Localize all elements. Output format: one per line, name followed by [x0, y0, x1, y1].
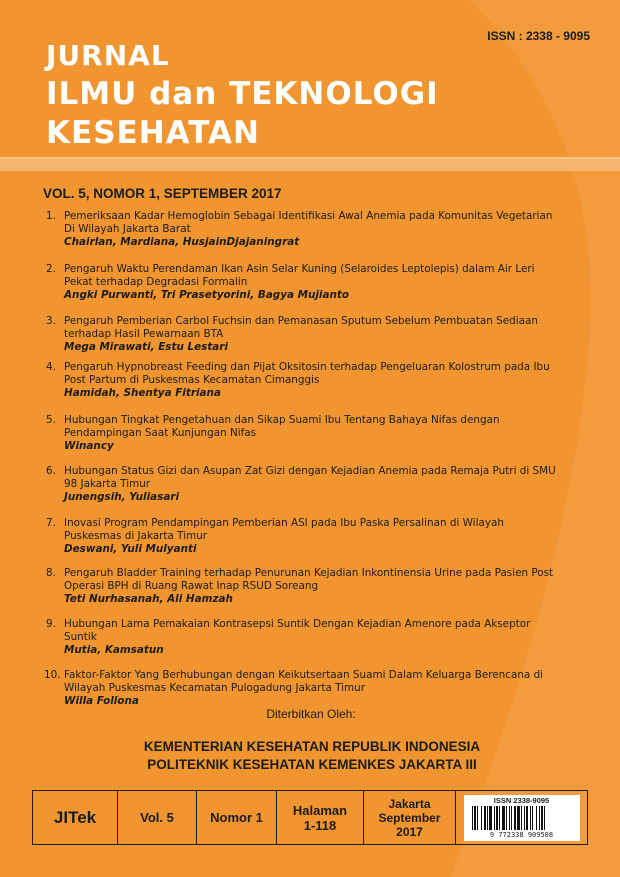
article-authors: Mutia, Kamsatun	[64, 644, 164, 656]
article-title: Pengaruh Waktu Perendaman Ikan Asin Selar Kuning (Selaroides Leptolepis) dalam Air Leri Pekat terhadap Degradasi Formalin	[64, 263, 535, 288]
barcode-number: 9 772338 909508	[489, 830, 554, 839]
article-authors: Angki Purwanti, Tri Prasetyorini, Bagya Mujianto	[64, 289, 349, 301]
article-number: 1.	[46, 210, 56, 222]
issn-header: ISSN : 2338 - 9095	[487, 29, 590, 43]
article-title: Inovasi Program Pendampingan Pemberian ASI pada Ibu Paska Persalinan di Wilayah Puskesmas di Jakarta Timur	[64, 517, 504, 542]
article-item	[44, 618, 564, 657]
footer-pages	[277, 791, 364, 844]
article-title: Hubungan Lama Pemakaian Kontrasepsi Suntik Dengan Kejadian Amenore pada Akseptor Suntik	[64, 618, 531, 643]
article-item	[44, 465, 564, 504]
article-number: 3.	[46, 315, 56, 327]
article-number: 4.	[46, 361, 56, 373]
article-item	[44, 210, 564, 249]
article-item	[44, 517, 564, 556]
footer-volume: Vol. 5	[118, 791, 197, 844]
article-authors: Junengsih, Yuliasari	[64, 491, 180, 503]
article-item	[44, 361, 564, 400]
date-city: Jakarta	[388, 796, 431, 811]
title-line-1: JURNAL	[46, 39, 170, 72]
article-authors: Winancy	[64, 440, 114, 452]
barcode-issn: ISSN 2338-9095	[493, 795, 550, 805]
article-number: 8.	[46, 567, 56, 579]
article-item	[44, 263, 564, 302]
article-number: 7.	[46, 517, 56, 529]
article-number: 9.	[46, 618, 56, 630]
article-authors: Willa Follona	[64, 695, 139, 707]
publisher-line-1: KEMENTERIAN KESEHATAN REPUBLIK INDONESIA	[143, 739, 481, 754]
title-line-3: KESEHATAN	[46, 115, 260, 151]
article-authors: Teti Nurhasanah, Ali Hamzah	[64, 593, 233, 605]
barcode	[464, 795, 580, 841]
pages-range: 1-118	[303, 817, 337, 833]
article-title: Hubungan Tingkat Pengetahuan dan Sikap Suami Ibu Tentang Bahaya Nifas dengan Pendampingan Saat Kunjungan Nifas	[64, 414, 500, 439]
article-authors: Mega Mirawati, Estu Lestari	[64, 341, 228, 353]
title-line-2: ILMU dan TEKNOLOGI	[46, 76, 439, 112]
volume-line: VOL. 5, NOMOR 1, SEPTEMBER 2017	[43, 186, 282, 201]
footer-number: Nomor 1	[197, 791, 277, 844]
publisher-line-2: POLITEKNIK KESEHATAN KEMENKES JAKARTA III	[147, 757, 477, 772]
article-number: 5.	[46, 414, 56, 426]
footer-info-bar	[32, 790, 588, 845]
article-item	[44, 669, 564, 708]
article-authors: Hamidah, Shentya Fitriana	[64, 387, 221, 399]
barcode-bars-icon	[470, 805, 574, 831]
article-authors: Deswani, Yuli Mulyanti	[64, 543, 197, 555]
date-year: 2017	[396, 824, 423, 839]
date-month: September	[378, 810, 441, 825]
article-title: Faktor-Faktor Yang Berhubungan dengan Keikutsertaan Suami Dalam Keluarga Berencana di Wilayah Puskesmas Kecamatan Pulogadung Jakarta Timur	[64, 669, 544, 694]
article-authors: Chairlan, Mardiana, HusjainDjajaningrat	[64, 236, 300, 248]
article-item	[44, 567, 564, 606]
publisher-block	[0, 738, 620, 774]
article-title: Pengaruh Bladder Training terhadap Penurunan Kejadian Inkontinensia Urine pada Pasien Post Operasi BPH di Ruang Rawat Inap RSUD Soreang	[64, 567, 554, 592]
journal-logo: JITek	[33, 791, 118, 844]
journal-title	[46, 36, 439, 153]
footer-date	[364, 791, 456, 844]
article-title: Pengaruh Hypnobreast Feeding dan Pijat Oksitosin terhadap Pengeluaran Kolostrum pada Ibu Post Partum di Puskesmas Kecamatan Cimanggis	[64, 361, 550, 386]
published-by-label: Diterbitkan Oleh:	[266, 707, 356, 721]
article-list	[44, 210, 564, 708]
barcode-cell	[456, 791, 587, 844]
pages-label: Halaman	[292, 802, 348, 818]
article-number: 2.	[46, 263, 56, 275]
article-number: 6.	[46, 465, 56, 477]
article-title: Pengaruh Pemberian Carbol Fuchsin dan Pemanasan Sputum Sebelum Pembuatan Sediaan terhadap Hasil Pewarnaan BTA	[64, 315, 538, 340]
article-title: Pemeriksaan Kadar Hemoglobin Sebagai Identifikasi Awal Anemia pada Komunitas Vegetarian Di Wilayah Jakarta Barat	[64, 210, 553, 235]
article-number: 10.	[44, 669, 61, 681]
article-title: Hubungan Status Gizi dan Asupan Zat Gizi dengan Kejadian Anemia pada Remaja Putri di SMU 98 Jakarta Timur	[64, 465, 556, 490]
article-item	[44, 315, 564, 354]
article-item	[44, 414, 564, 453]
